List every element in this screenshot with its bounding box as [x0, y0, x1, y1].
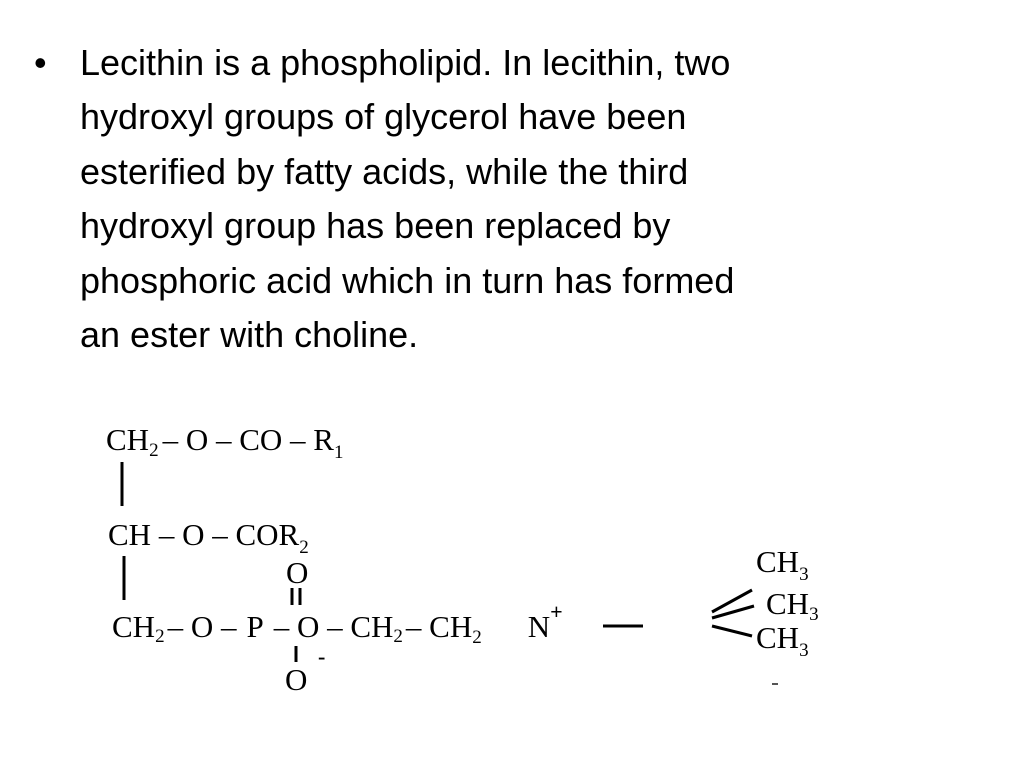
lecithin-structure-diagram: [0, 400, 1024, 700]
bullet-line: phosphoric acid which in turn has formed: [80, 259, 735, 301]
bond-methyl-lower: [712, 626, 752, 636]
bullet-line: hydroxyl group has been replaced by: [80, 205, 671, 247]
methyl-1: $CH_3$: [756, 544, 809, 585]
bullet-item: [28, 36, 928, 362]
methyl-3: $CH_3$: [756, 620, 809, 661]
bullet-line: hydroxyl groups of glycerol have been: [80, 96, 687, 138]
oxygen-bottom: O: [285, 662, 308, 697]
bullet-line: Lecithin is a phospholipid. In lecithin, two: [80, 42, 731, 83]
oxygen-charge: -: [318, 644, 326, 669]
row1-ch: CH2 – O – CO – $R_1$: [106, 422, 344, 463]
lecithin-structure-svg: [0, 400, 1024, 700]
row2-ch: CH – O – $COR_2$: [108, 517, 309, 558]
methyl-2: CH3: [766, 586, 819, 625]
bullet-line: an ester with choline.: [80, 314, 419, 356]
oxygen-top: O: [286, 555, 309, 590]
row3-chain: CH2– O – P – O – CH2– CH2 N+: [112, 599, 563, 648]
bullet-line: esterified by fatty acids, while the third: [80, 150, 689, 192]
bullet-dot: •: [34, 42, 47, 83]
bullet-text: [80, 36, 734, 362]
